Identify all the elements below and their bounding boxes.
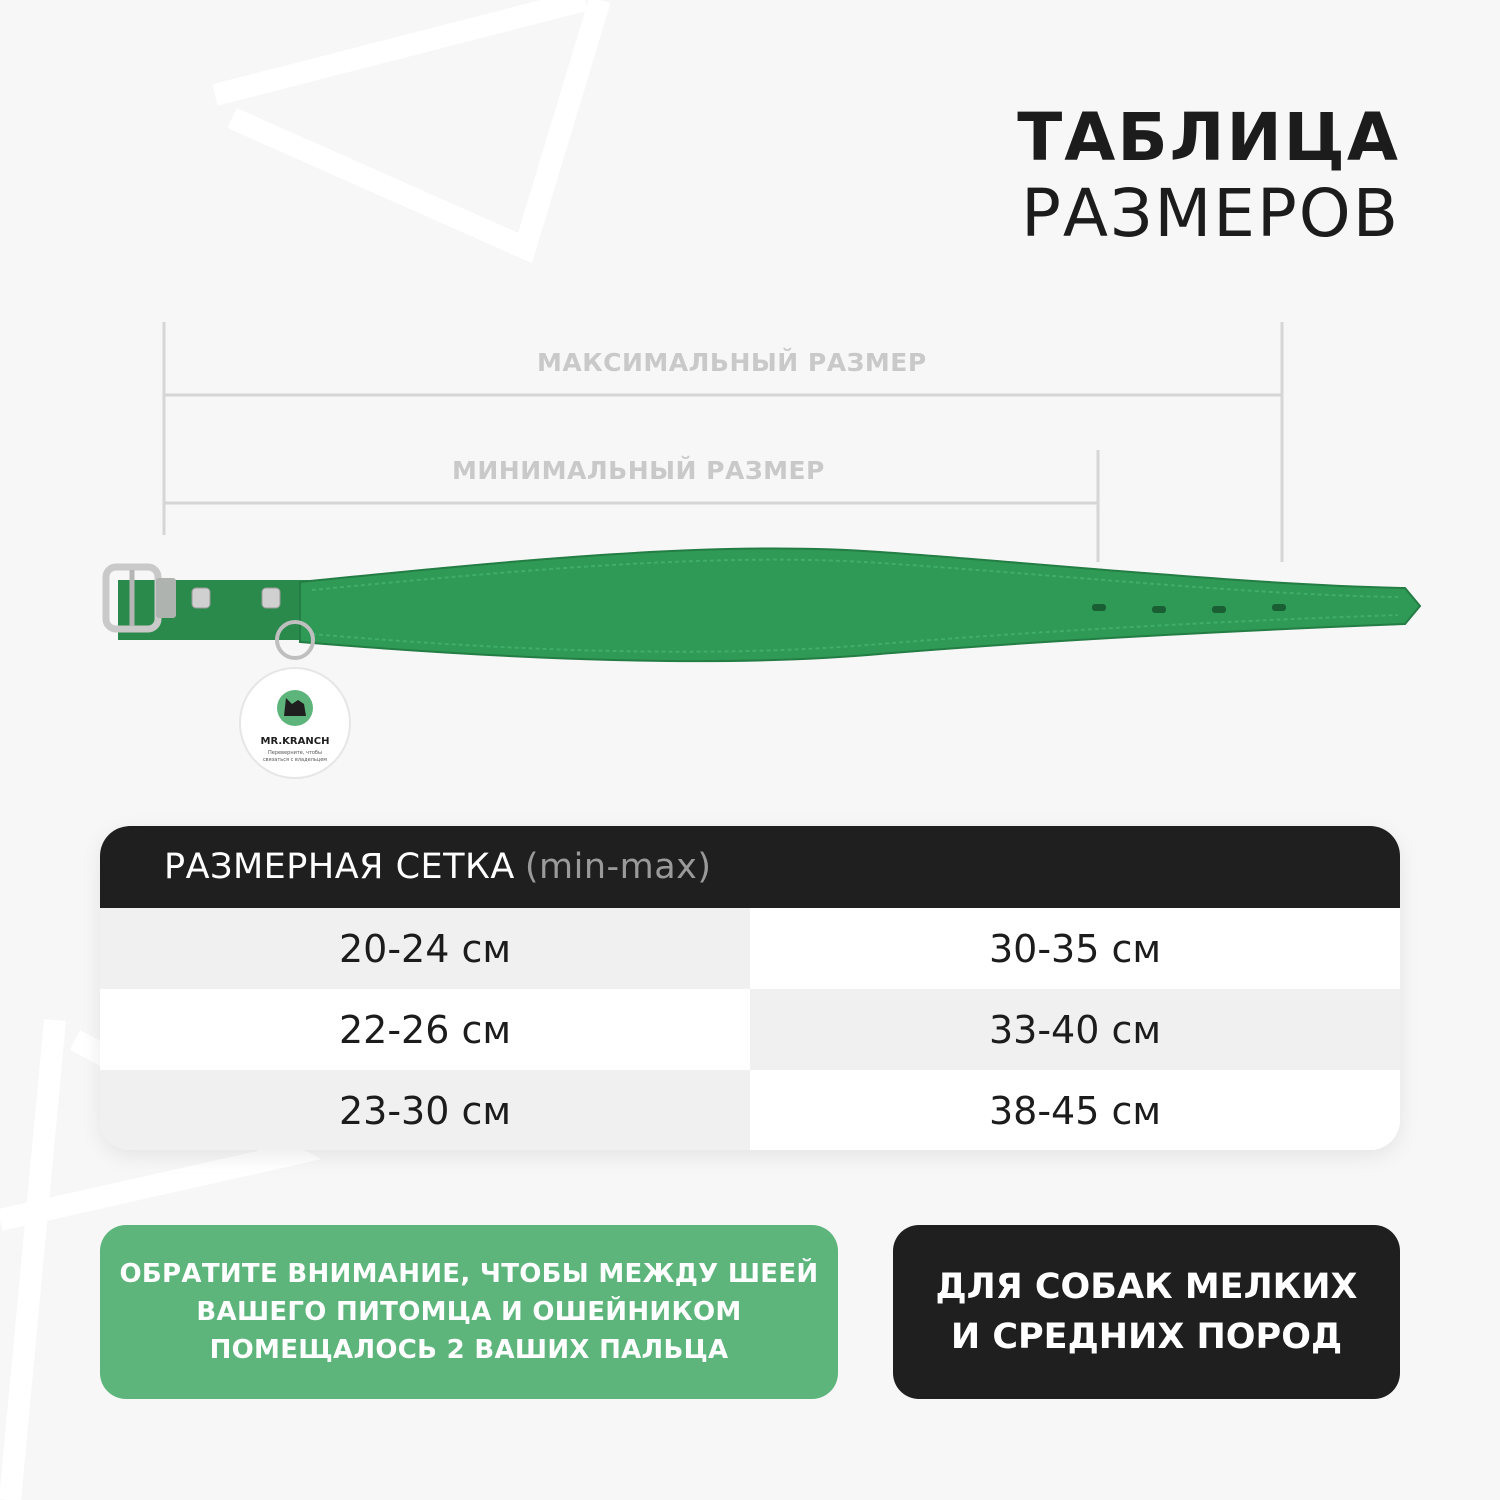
breed-size-line-1: ДЛЯ СОБАК МЕЛКИХ xyxy=(935,1267,1358,1307)
fit-advice-note xyxy=(100,1225,838,1399)
breed-size-line-2: И СРЕДНИХ ПОРОД xyxy=(950,1317,1343,1357)
collar-hole xyxy=(1272,604,1286,611)
breed-size-note xyxy=(893,1225,1400,1399)
collar-body xyxy=(300,548,1420,661)
size-cell: 22-26 см xyxy=(100,989,750,1070)
title-line-2: РАЗМЕРОВ xyxy=(1021,175,1400,252)
size-cell: 33-40 см xyxy=(750,989,1400,1070)
tag-text: Переверните, чтобы xyxy=(268,750,322,756)
collar-image xyxy=(0,520,1500,800)
name-tag-icon xyxy=(240,668,350,778)
collar-hole xyxy=(1152,606,1166,613)
tag-brand: MR.KRANCH xyxy=(260,736,330,747)
size-cell: 20-24 см xyxy=(100,908,750,989)
size-cell: 38-45 см xyxy=(750,1070,1400,1150)
min-size-label: МИНИМАЛЬНЫЙ РАЗМЕР xyxy=(452,456,825,485)
fit-advice-line-1: ОБРАТИТЕ ВНИМАНИЕ, ЧТОБЫ МЕЖДУ ШЕЕЙ xyxy=(119,1259,819,1289)
size-table-subtitle: (min-max) xyxy=(524,847,712,887)
collar-hole xyxy=(1092,604,1106,611)
max-size-label: МАКСИМАЛЬНЫЙ РАЗМЕР xyxy=(537,348,927,377)
collar-hole xyxy=(1212,606,1226,613)
size-cell: 23-30 см xyxy=(100,1070,750,1150)
size-table xyxy=(100,826,1400,1150)
size-table-body xyxy=(100,908,1400,1150)
fit-advice-line-2: ВАШЕГО ПИТОМЦА И ОШЕЙНИКОМ xyxy=(196,1297,742,1327)
size-table-header xyxy=(100,826,1400,908)
tag-text: связаться с владельцем xyxy=(262,757,328,763)
title-line-1: ТАБЛИЦА xyxy=(1017,99,1400,176)
size-table-title: РАЗМЕРНАЯ СЕТКА xyxy=(164,847,515,887)
fit-advice-line-3: ПОМЕЩАЛОСЬ 2 ВАШИХ ПАЛЬЦА xyxy=(209,1335,729,1365)
size-cell: 30-35 см xyxy=(750,908,1400,989)
